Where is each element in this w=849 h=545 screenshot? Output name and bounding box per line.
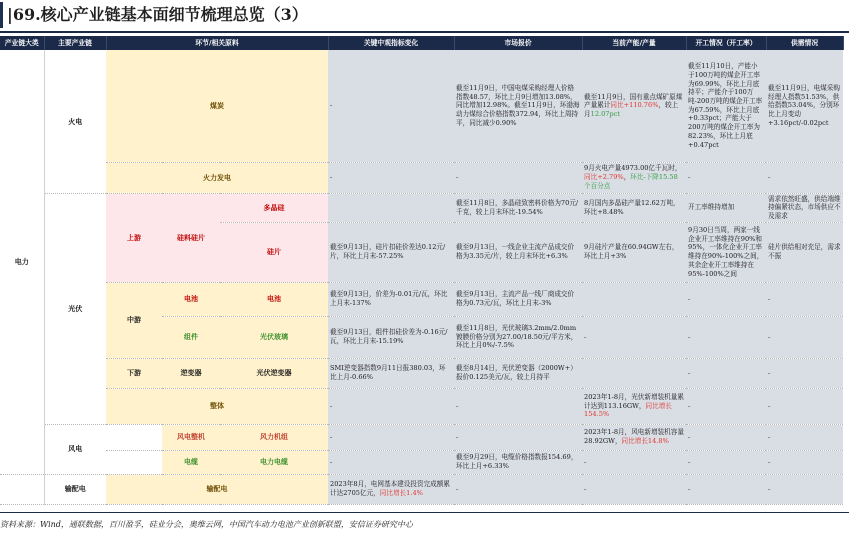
wafer-supply: 硅片供给相对充足，需求不振 xyxy=(766,222,843,282)
pv-silicon-label: 硅料硅片 xyxy=(162,193,220,282)
module-price: 截至11月8日，光伏玻璃3.2mm/2.0mm镀膜价格分别为27.00/18.50元/平方米，环比上月0%/-7.5% xyxy=(454,316,582,358)
wind-spacer xyxy=(106,450,162,474)
chain-cell-thermal: 火电 xyxy=(44,50,106,193)
pv-inverter-label: 逆变器 xyxy=(162,358,220,388)
module-indicator: 截至9月13日，组件扣硅价差为-0.16元/瓦，环比上月末-15.19% xyxy=(328,316,454,358)
table-row xyxy=(0,388,843,424)
wafer-operation: 9月30日当周，两家一线企业开工率维持在90%和95%，一体化企业开工率维持在90%-100%之间，其余企业开工率维持在95%-100%之间 xyxy=(686,222,766,282)
inverter-supply: - xyxy=(766,358,843,388)
whole-price: - xyxy=(454,388,582,424)
page-title: |69.核心产业链基本面细节梳理总览（3） xyxy=(0,2,308,28)
col-header-chain: 主要产业链 xyxy=(44,36,106,50)
cell-price: 截至9月13日，主流产品一线厂商成交价格为0.73元/瓦，环比上月末-3% xyxy=(454,282,582,316)
whole-capacity: 2023年1-8月，光伏新增装机量累计达到113.16GW，同比增长154.5% xyxy=(582,388,686,424)
coal-price: 截至11月9日，中国电煤采购经理人价格指数48.57，环比上月9日增加13.08%，同比增加12.98%。截至11月9日，环渤海动力煤综合价格指数372.94，环比上周持平，同比减少0.90% xyxy=(454,50,582,162)
title-divider xyxy=(0,31,849,33)
pv-cell-label: 电池 xyxy=(162,282,220,316)
inverter-indicator: SMI逆变器指数9月11日报380.03，环比上月-0.66% xyxy=(328,358,454,388)
table-row xyxy=(0,282,843,316)
polysilicon-indicator xyxy=(328,193,454,222)
whole-operation: - xyxy=(686,388,766,424)
coal-indicator: - xyxy=(328,50,454,162)
pv-wafer-label: 硅片 xyxy=(220,222,328,282)
coal-operation: 截至11月10日，产能小于100万吨的煤企开工率为69.99%，环比上月底持平；产能介于100万吨-200万吨的煤企开工率为67.59%，环比上月底+0.33pct；产能大于200万吨的煤企开工率为82.23%，环比上月底+0.47pct xyxy=(686,50,766,162)
overview-table xyxy=(0,36,844,505)
whole-supply: - xyxy=(766,388,843,424)
table-row xyxy=(0,193,843,222)
polysilicon-capacity: 8月国内多晶硅产量12.62万吨，环比+8.48% xyxy=(582,193,686,222)
table-row xyxy=(0,50,843,162)
pv-module-sub: 光伏玻璃 xyxy=(220,316,328,358)
pv-cell-sub: 电池 xyxy=(220,282,328,316)
module-supply: - xyxy=(766,316,843,358)
col-header-segment: 环节/相关原料 xyxy=(106,36,328,50)
grid-supply: - xyxy=(766,474,843,504)
thermal-power-indicator: - xyxy=(328,162,454,193)
inverter-operation: - xyxy=(686,358,766,388)
col-header-indicator: 关键中观指标变化 xyxy=(328,36,454,50)
col-header-supply: 供需情况 xyxy=(766,36,843,50)
pv-downstream-label: 下游 xyxy=(106,358,162,388)
thermal-power-supply: - xyxy=(766,162,843,193)
thermal-power-capacity: 9月火电产量4973.00亿千瓦时，同比+2.79%，环比-下降15.58个百分点 xyxy=(582,162,686,193)
coal-capacity: 截至11月9日，国有重点煤矿原煤产量累计同比+110.76%，较上月12.07pct xyxy=(582,50,686,162)
segment-thermal-power: 火力发电 xyxy=(106,162,328,193)
grid-indicator: 2023年8月，电网基本建设投资完成额累计达2705亿元，同比增长1.4% xyxy=(328,474,454,504)
grid-capacity: - xyxy=(582,474,686,504)
wind-turbine-sub: 风力机组 xyxy=(220,424,328,450)
cable-indicator: - xyxy=(328,450,454,474)
table-row xyxy=(0,358,843,388)
turbine-capacity: 2023年1-8月，风电新增装机容量28.92GW，同比增长14.8% xyxy=(582,424,686,450)
pv-whole-label: 整体 xyxy=(106,388,328,424)
thermal-power-price: - xyxy=(454,162,582,193)
header-row xyxy=(0,36,843,50)
wafer-price: 截至9月13日，一线企业主流产品成交价格为3.35元/片，较上月末环比+6.3% xyxy=(454,222,582,282)
cell-capacity xyxy=(582,282,686,316)
wafer-capacity: 9月硅片产量在60.94GW左右，环比上月+3% xyxy=(582,222,686,282)
sector-cell: 电力 xyxy=(0,50,44,474)
wind-cable-label: 电缆 xyxy=(162,450,220,474)
col-header-price: 市场报价 xyxy=(454,36,582,50)
wind-cable-sub: 电力电缆 xyxy=(220,450,328,474)
pv-midstream-label: 中游 xyxy=(106,282,162,358)
grid-label: 输配电 xyxy=(106,474,328,504)
polysilicon-supply: 需求依然旺盛，供给端维持偏紧状态，市场供应不及需求 xyxy=(766,193,843,222)
cable-capacity: - xyxy=(582,450,686,474)
pv-polysilicon-label: 多晶硅 xyxy=(220,193,328,222)
module-capacity: - xyxy=(582,316,686,358)
chain-cell-wind: 风电 xyxy=(44,424,106,474)
inverter-capacity xyxy=(582,358,686,388)
pv-module-label: 组件 xyxy=(162,316,220,358)
inverter-price: 截至8月14日，光伏逆变器（2000W+）报价0.125美元/瓦，较上月持平 xyxy=(454,358,582,388)
col-header-sector: 产业链大类 xyxy=(0,36,44,50)
pv-inverter-sub: 光伏逆变器 xyxy=(220,358,328,388)
grid-operation: - xyxy=(686,474,766,504)
cell-supply: - xyxy=(766,282,843,316)
wind-spacer xyxy=(106,424,162,450)
cable-operation: - xyxy=(686,450,766,474)
turbine-operation: - xyxy=(686,424,766,450)
cable-price: 截至9月29日，电缆价格指数报154.69，环比上月+6.33% xyxy=(454,450,582,474)
whole-indicator: - xyxy=(328,388,454,424)
polysilicon-price: 截至11月8日，多晶硅致密料价格为70元/千克，较上月末环比-19.54% xyxy=(454,193,582,222)
wind-turbine-label: 风电整机 xyxy=(162,424,220,450)
col-header-capacity: 当前产能/产量 xyxy=(582,36,686,50)
turbine-supply: - xyxy=(766,424,843,450)
sector-spacer xyxy=(0,474,44,504)
source-note: 资料来源：Wind，通联数据，百川盈孚，硅业分会，奥维云网，中国汽车动力电池产业创新联盟，安信证券研究中心 xyxy=(0,520,413,529)
table-row xyxy=(0,450,843,474)
chain-cell-pv: 光伏 xyxy=(44,193,106,424)
table-row xyxy=(0,474,843,504)
wafer-indicator: 截至9月13日，硅片扣硅价差达0.12元/片，环比上月末-57.25% xyxy=(328,222,454,282)
cell-operation: - xyxy=(686,282,766,316)
table-row xyxy=(0,162,843,193)
turbine-price: - xyxy=(454,424,582,450)
footer-divider xyxy=(0,512,849,513)
cable-supply: - xyxy=(766,450,843,474)
segment-coal: 煤炭 xyxy=(106,50,328,162)
chain-cell-grid: 输配电 xyxy=(44,474,106,504)
module-operation: - xyxy=(686,316,766,358)
cell-indicator: 截至9月13日，价差为-0.01元/瓦，环比上月末-137% xyxy=(328,282,454,316)
grid-price: - xyxy=(454,474,582,504)
pv-upstream-label: 上游 xyxy=(106,193,162,282)
table-row xyxy=(0,424,843,450)
thermal-power-operation: - xyxy=(686,162,766,193)
polysilicon-operation: 开工率维持增加 xyxy=(686,193,766,222)
col-header-operation: 开工情况（开工率） xyxy=(686,36,766,50)
coal-supply: 截至11月9日，电煤采购经理人指数51.53%，供给指数53.04%，分别环比上月变动+3.16pct/-0.02pct xyxy=(766,50,843,162)
turbine-indicator: - xyxy=(328,424,454,450)
